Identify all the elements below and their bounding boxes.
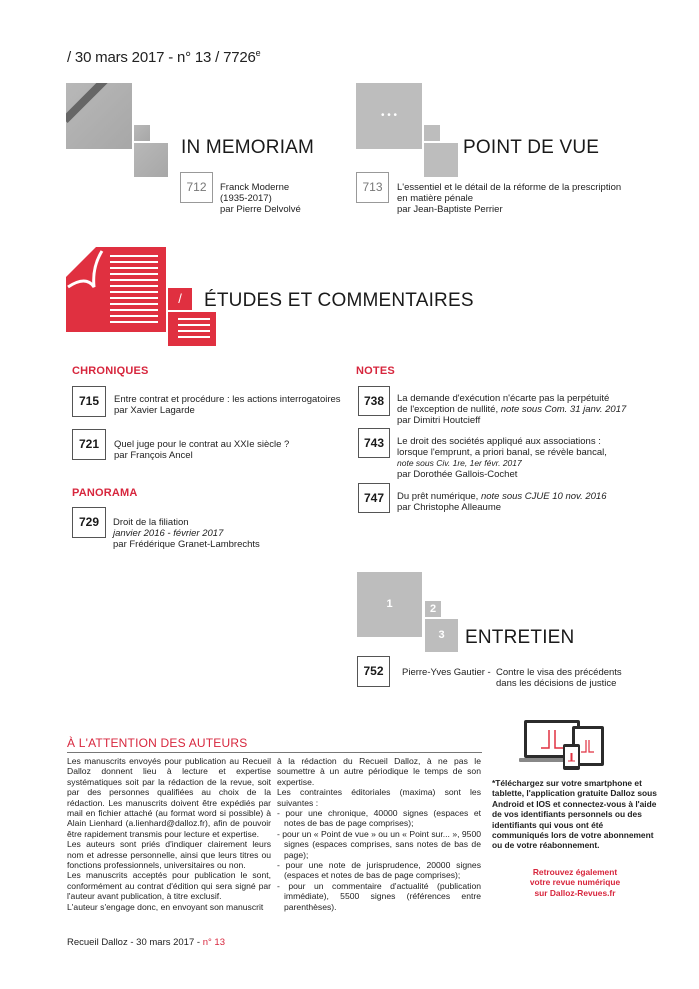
page-number-713[interactable]: 713	[356, 172, 389, 203]
entry-line: La demande d'exécution n'écarte pas la perpétuité	[397, 393, 610, 404]
entry-author: par Frédérique Granet-Lambrechts	[113, 539, 260, 550]
entry-author: par Dorothée Gallois-Cochet	[397, 469, 518, 480]
etudes-document-icon	[66, 247, 196, 342]
panorama-entry[interactable]	[113, 517, 260, 550]
entry-line: lorsque l'emprunt, a priori banal, se révèle bancal,	[397, 447, 607, 458]
page-number-743[interactable]: 743	[358, 428, 390, 458]
entry-line: L'essentiel et le détail de la réforme de la prescription	[397, 182, 622, 193]
chronique-entry[interactable]	[114, 394, 341, 416]
promo-line: votre revue numérique	[529, 877, 621, 888]
dots-icon: • • •	[356, 83, 422, 149]
issue-sup: e	[255, 48, 261, 58]
entry-title: Quel juge pour le contrat au XXIe siècle ?	[114, 439, 290, 450]
paragraph: Les manuscrits acceptés pour publication le sont, conformément au contrat d'édition qui sera signé par l'auteur avant publication, à titre exclusif.	[67, 870, 271, 902]
entretien-entry-title[interactable]	[496, 667, 622, 689]
etudes-title: ÉTUDES ET COMMENTAIRES	[204, 290, 474, 311]
entretien-icon	[357, 572, 467, 652]
block-2: 2	[425, 601, 441, 617]
entry-author: par Jean-Baptiste Perrier	[397, 204, 503, 215]
promo-text: *Téléchargez sur votre smartphone et tablette, l'application gratuite Dalloz sous Android et IOS et connectez-vous à l'aide de vos identifiants personnels ou des identifiants qui vous ont été communiqués lors de votre abonnement ou de votre réabonnement.	[492, 778, 657, 851]
promo-line: sur Dalloz-Revues.fr	[534, 887, 616, 898]
block-1: 1	[357, 572, 422, 637]
devices-icon	[519, 718, 617, 770]
page-number-729[interactable]: 729	[72, 507, 106, 538]
issue-header	[67, 48, 260, 66]
footer-issue: n° 13	[202, 937, 225, 948]
entry-author: par Pierre Delvolvé	[220, 204, 301, 215]
entry-author: par Dimitri Houtcieff	[397, 415, 481, 426]
promo-link[interactable]	[492, 867, 658, 898]
page-number-752[interactable]: 752	[357, 656, 390, 687]
entry-line: (1935-2017)	[220, 193, 272, 204]
page-number-721[interactable]: 721	[72, 429, 106, 460]
chronique-entry[interactable]	[114, 439, 289, 461]
promo-line: Retrouvez également	[532, 867, 618, 877]
entry-title: Droit de la filiation	[113, 517, 189, 528]
chroniques-label: CHRONIQUES	[72, 365, 149, 377]
point-de-vue-title: POINT DE VUE	[463, 137, 600, 158]
list-item: - pour un « Point de vue » ou un « Point sur... », 9500 signes (espaces comprises, sans notes de bas de page);	[277, 828, 482, 860]
entry-author: par Christophe Alleaume	[397, 502, 502, 513]
entry-note-ref: note sous Com. 31 janv. 2017	[498, 404, 627, 415]
attention-col-2	[277, 756, 481, 912]
entry-note-ref: note sous CJUE 10 nov. 2016	[478, 491, 607, 502]
list-item: - pour un commentaire d'actualité (publication immédiate), 5500 signes (références entre parenthèses).	[277, 880, 481, 912]
in-memoriam-icon	[66, 83, 186, 163]
slash-glyph: /	[178, 291, 182, 306]
entry-subtitle: janvier 2016 - février 2017	[113, 528, 224, 539]
paragraph: Les auteurs sont priés d'indiquer clairement leurs nom et adresse personnelle, ainsi que leurs titres ou fonctions professionnels, universitaires ou non.	[67, 839, 271, 871]
notes-label: NOTES	[356, 365, 395, 377]
entry-line: de l'exception de nullité,	[397, 404, 499, 415]
slash-box	[168, 288, 192, 310]
point-de-vue-entry[interactable]	[397, 182, 621, 215]
note-entry[interactable]	[397, 393, 626, 426]
page-number-712[interactable]: 712	[180, 172, 213, 203]
page-number-738[interactable]: 738	[358, 386, 390, 416]
paragraph: L'auteur s'engage donc, en envoyant son manuscrit	[67, 901, 264, 912]
note-entry[interactable]	[397, 436, 607, 480]
block-3: 3	[425, 619, 458, 652]
entry-line: Du prêt numérique,	[397, 491, 479, 502]
entry-line: Franck Moderne	[220, 182, 290, 193]
attention-col-1	[67, 756, 271, 912]
issue-line: / 30 mars 2017 - n° 13 / 7726	[67, 49, 256, 66]
in-memoriam-title: IN MEMORIAM	[181, 137, 315, 158]
panorama-label: PANORAMA	[72, 487, 138, 499]
entry-line: Contre le visa des précédents	[496, 667, 622, 678]
entretien-author[interactable]: Pierre-Yves Gautier -	[402, 667, 491, 678]
paragraph: Les manuscrits envoyés pour publication au Recueil Dalloz donnent lieu à lecture et expertise systématiques soit par la rédaction de la revue, soit par des personnes qualifiées au choix de la rédaction. Les manuscrits doivent être expédiés par mail en fichier attaché (au format word si possible) à Alain Lienhard (a.lienhard@dalloz.fr), afin de pouvoir être rapidement transmis pour lecture et expertise.	[67, 756, 271, 839]
paragraph: Les contraintes éditoriales (maxima) sont les suivantes :	[277, 787, 481, 808]
entry-author: par Xavier Lagarde	[114, 405, 195, 416]
entry-line: dans les décisions de justice	[496, 678, 617, 689]
point-de-vue-icon	[356, 83, 466, 163]
divider	[67, 752, 482, 753]
page-number-747[interactable]: 747	[358, 483, 390, 513]
paragraph: à la rédaction du Recueil Dalloz, à ne pas le soumettre à un autre périodique le temps de son expertise.	[277, 756, 481, 787]
page-footer	[67, 937, 225, 948]
footer-text: Recueil Dalloz - 30 mars 2017 -	[67, 937, 203, 948]
note-entry[interactable]	[397, 491, 606, 513]
entry-title: Entre contrat et procédure : les actions interrogatoires	[114, 394, 341, 405]
page-number-715[interactable]: 715	[72, 386, 106, 417]
attention-title: À L'ATTENTION DES AUTEURS	[67, 736, 248, 750]
in-memoriam-entry[interactable]	[220, 182, 301, 215]
entry-line: Le droit des sociétés appliqué aux associations :	[397, 436, 601, 447]
entretien-title: ENTRETIEN	[465, 627, 575, 648]
entry-author: par François Ancel	[114, 450, 193, 461]
list-item: - pour une note de jurisprudence, 20000 signes (espaces et notes de bas de page comprises);	[277, 860, 481, 881]
entry-line: en matière pénale	[397, 193, 474, 204]
list-item: - pour une chronique, 40000 signes (espaces et notes de bas de page comprises);	[277, 808, 481, 829]
entry-note-ref: note sous Civ. 1re, 1er févr. 2017	[397, 458, 522, 468]
